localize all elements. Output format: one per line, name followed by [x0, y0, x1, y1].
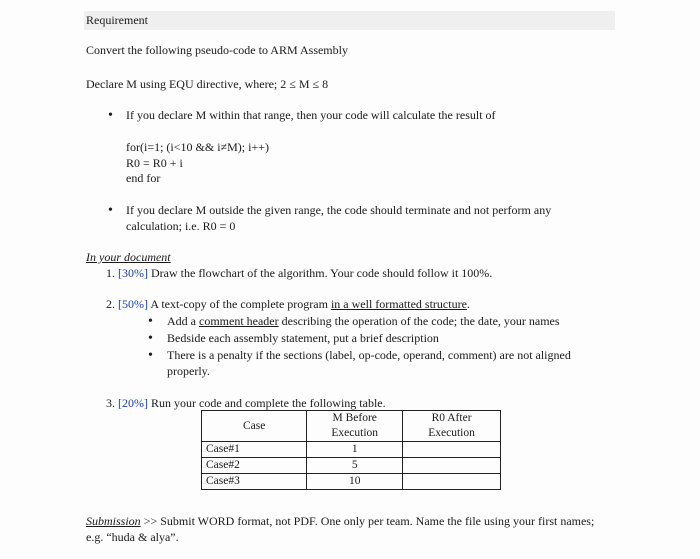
- submission-label: Submission: [86, 514, 141, 528]
- intro-text: Convert the following pseudo-code to ARM Assembly: [86, 43, 348, 57]
- table-header-row: [202, 411, 501, 427]
- header-case: Case: [202, 411, 307, 442]
- item1: [106, 266, 492, 281]
- item2-text: A text-copy of the complete program: [150, 297, 331, 311]
- bullet2-line1: If you declare M outside the given range, the code should terminate and not perform any: [126, 203, 552, 217]
- item3: [106, 396, 386, 411]
- requirement-heading: [84, 11, 615, 30]
- item2-sub1-a: Add a: [167, 314, 199, 328]
- item1-percent: [30%]: [118, 266, 148, 280]
- bullet1-text: If you declare M within that range, then your code will calculate the result of: [126, 108, 496, 122]
- item1-text: Draw the flowchart of the algorithm. Your code should follow it 100%.: [151, 266, 493, 280]
- header-r0-after-l2: Execution: [403, 426, 501, 442]
- item2-percent: [50%]: [118, 297, 148, 311]
- item2: [106, 297, 470, 312]
- declare-text: Declare M using EQU directive, where; 2 ≤ M ≤ 8: [86, 77, 329, 91]
- item2-sub2: Bedside each assembly statement, put a brief description: [167, 331, 439, 345]
- item2-sub3-line2: properly.: [167, 364, 210, 378]
- cell-case: Case#2: [202, 458, 307, 474]
- bullet-dot: •: [148, 331, 153, 346]
- bullet-dot: •: [108, 203, 113, 218]
- item2-sub1-b: describing the operation of the code; the date, your names: [278, 314, 560, 328]
- submission-line1: [86, 514, 594, 529]
- execution-table: [201, 410, 501, 490]
- code-line-1: for(i=1; (i<10 && i≠M); i++): [126, 140, 269, 154]
- header-m-before: M Before: [307, 411, 403, 427]
- in-document-heading: In your document: [86, 250, 171, 264]
- table-row: [202, 458, 501, 474]
- cell-r0-after[interactable]: [403, 474, 501, 490]
- cell-case: Case#1: [202, 442, 307, 458]
- comment-header-text: comment header: [199, 314, 279, 328]
- cell-m-before: 5: [307, 458, 403, 474]
- bullet-dot: •: [148, 314, 153, 329]
- item3-percent: [20%]: [118, 396, 148, 410]
- item2-text-end: .: [466, 297, 470, 311]
- cell-r0-after[interactable]: [403, 458, 501, 474]
- cell-m-before: 10: [307, 474, 403, 490]
- item1-number: 1.: [106, 266, 115, 280]
- code-line-2: R0 = R0 + i: [126, 156, 183, 170]
- cell-case: Case#3: [202, 474, 307, 490]
- cell-m-before: 1: [307, 442, 403, 458]
- item2-sub3-line1: There is a penalty if the sections (label, op-code, operand, comment) are not aligned: [167, 348, 571, 362]
- submission-line2: e.g. “huda & alya”.: [86, 530, 179, 544]
- item3-number: 3.: [106, 396, 115, 410]
- bullet-dot: •: [108, 108, 113, 123]
- code-line-3: end for: [126, 171, 161, 185]
- item2-number: 2.: [106, 297, 115, 311]
- submission-text: >> Submit WORD format, not PDF. One only per team. Name the file using your first names;: [140, 514, 595, 528]
- bullet2-line2: calculation; i.e. R0 = 0: [126, 219, 236, 233]
- header-r0-after: R0 After: [403, 411, 501, 427]
- table-row: [202, 474, 501, 490]
- cell-r0-after[interactable]: [403, 442, 501, 458]
- bullet-dot: •: [148, 348, 153, 363]
- requirement-title: Requirement: [86, 13, 148, 27]
- item2-sub1: [167, 314, 560, 329]
- table-row: [202, 442, 501, 458]
- header-m-before-l2: Execution: [307, 426, 403, 442]
- item3-text: Run your code and complete the following table.: [151, 396, 386, 410]
- item2-text-underlined: in a well formatted structure: [330, 297, 467, 311]
